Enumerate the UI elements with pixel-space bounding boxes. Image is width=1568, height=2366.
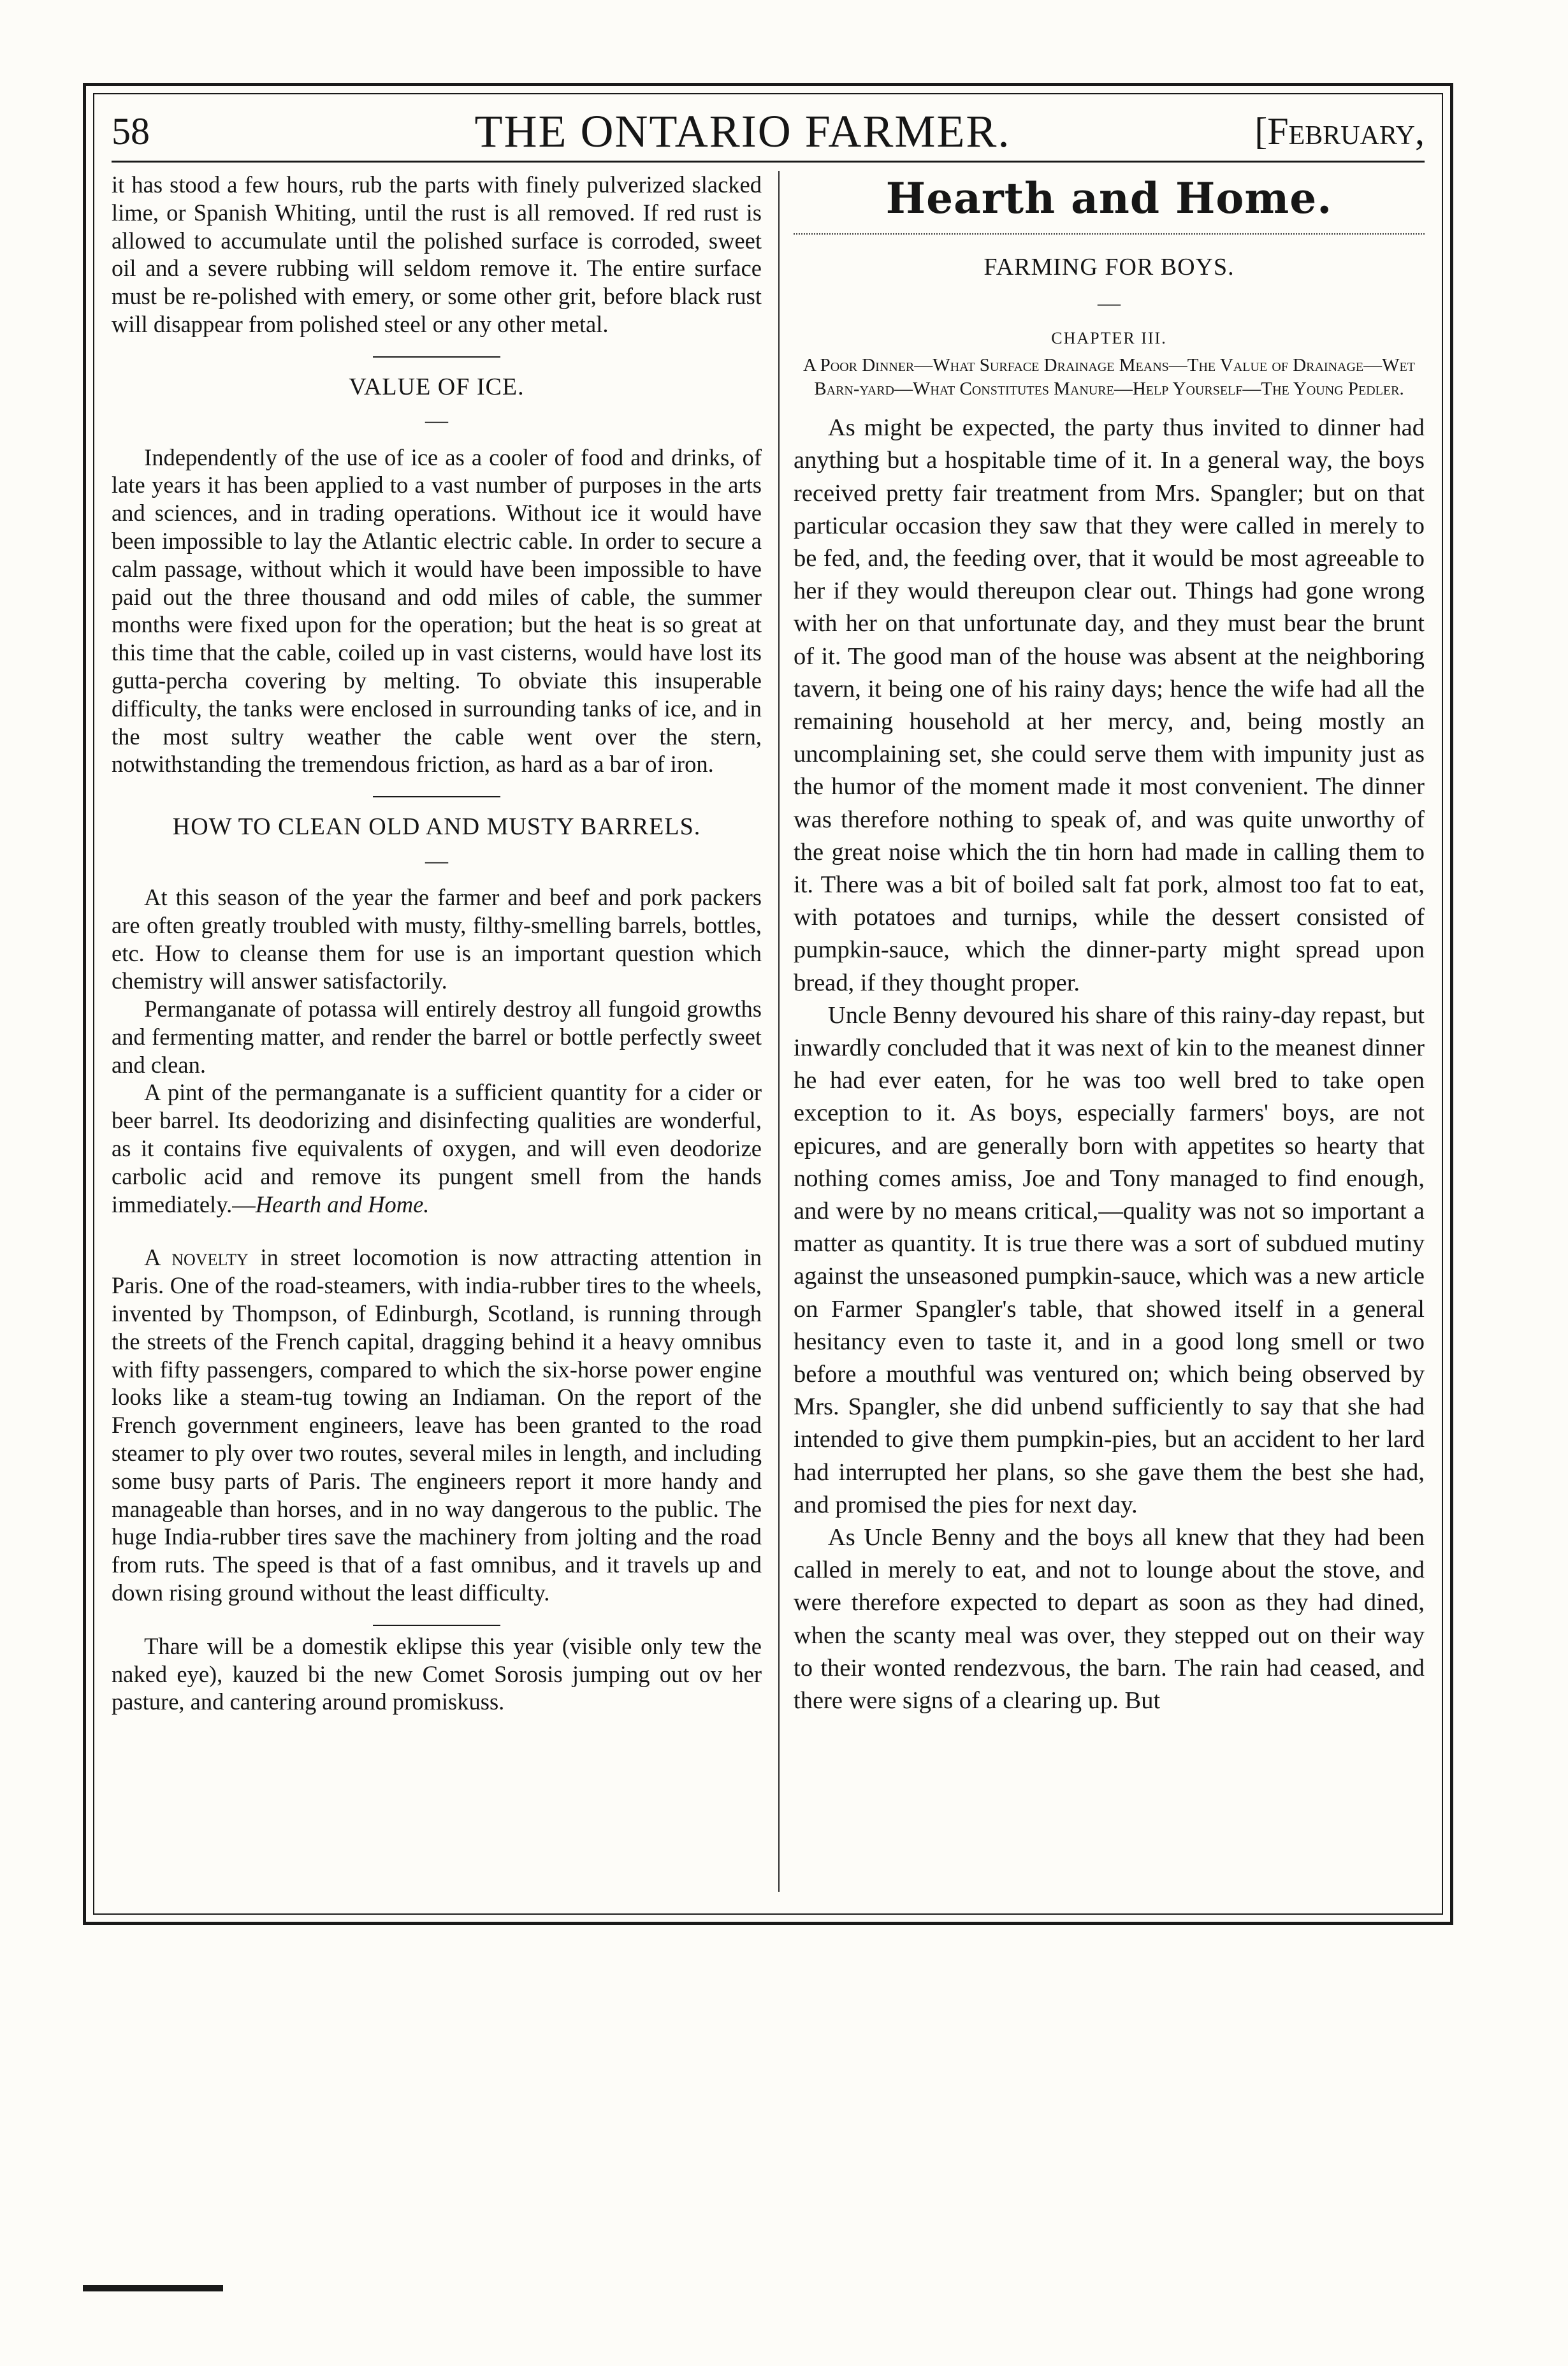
issue-month: [February, (1254, 110, 1425, 152)
eclipse-article-paragraph: Thare will be a domestik eklipse this year (visible only tew the naked eye), kauzed bi the new Comet Sorosis jumping out ov her pasture, and cantering around promiskuss. (112, 1632, 762, 1715)
intro-paragraph: it has stood a few hours, rub the parts with finely pulverized slacked lime, or Spanish Whiting, until the rust is all removed. If red rust is allowed to accumulate until the polished surface is corroded, sweet oil and a severe rubbing will seldom remove it. The entire surface must be re-polished with emery, or some other grit, before black rust will disappear from polished steel or any other metal. (112, 171, 762, 337)
ice-article-title: VALUE OF ICE. (349, 373, 525, 400)
barrels-article-title: HOW TO CLEAN OLD AND MUSTY BARRELS. (172, 813, 701, 841)
barrels-article-credit: Hearth and Home. (255, 1191, 430, 1217)
section-rule (373, 796, 500, 797)
section-gap (112, 1218, 762, 1244)
masthead-rule (794, 233, 1425, 235)
farming-article-paragraph: As Uncle Benny and the boys all knew that they had been called in merely to eat, and not to lounge about the stove, and were therefore expected to depart as soon as they had dined, when the scanty meal was over, they stepped out on their way to their wonted rendezvous, the barn. The rain had ceased, and there were signs of a clearing up. But (794, 1524, 1425, 1715)
section-rule (373, 1625, 500, 1626)
barrels-article-last-text: A pint of the permanganate is a sufficient quantity for a cider or beer barrel. Its deodorizing and disinfecting qualities are wonderful, as it contains five equivalents of oxygen, and will even deodorize carbolic acid and remove its pungent smell from the hands immediately.— (112, 1079, 762, 1217)
chapter-heading: CHAPTER III. (1051, 329, 1167, 348)
barrels-article-dash: — (425, 847, 448, 873)
bottom-edge-rule (83, 2285, 223, 2291)
farming-article-paragraph: As might be expected, the party thus invited to dinner had anything but a hospitable time of it. In a general way, the boys received pretty fair treatment from Mrs. Spangler; but on that particular occasion they saw that they were called in merely to be fed, and, the feeding over, that it would be most agreeable to her if they would thereupon clear out. Things had gone wrong with her on that unfortunate day, and they must bear the brunt of it. The good man of the house was absent at the neighboring tavern, it being one of his rainy days; hence the wife had all the remaining household at her mercy, and, being mostly an uncomplaining set, she could serve them with impunity just as the humor of the moment made it most convenient. The dinner was therefore nothing to speak of, and was quite unworthy of the great noise which the tin horn had made in calling them to it. There was a bit of boiled salt fat pork, almost too fat to eat, with potatoes and turnips, while the dessert consisted of pumpkin-sauce, which the dinner-party might spread upon bread, if they thought proper. (794, 414, 1425, 996)
right-column (794, 171, 1425, 1717)
left-column (112, 171, 762, 1716)
section-masthead: Hearth and Home. (885, 173, 1333, 223)
novelty-article-text: in street locomotion is now attracting attention in Paris. One of the road-steamers, with india-rubber tires to the wheels, invented by Thompson, of Edinburgh, Scotland, is running through the streets of the French capital, dragging behind it a heavy omnibus with fifty passengers, compared to which the six-horse power engine looks like a steam-tug towing an Indiaman. On the report of the French government engineers, leave has been granted to the road steamer to ply over two routes, several miles in length, and including some busy parts of Paris. The engineers report it more handy and manageable than horses, and in no way dangerous to the public. The huge India-rubber tires save the machinery from jolting and the road from ruts. The speed is that of a fast omnibus, and it travels up and down rising ground without the least difficulty. (112, 1244, 762, 1606)
journal-title: THE ONTARIO FARMER. (474, 105, 1011, 157)
chapter-synopsis: A Poor Dinner—What Surface Drainage Means—The Value of Drainage—Wet Barn-yard—What Constitutes Manure—Help Yourself—The Young Pedler. (803, 354, 1415, 400)
page-header (112, 102, 1425, 163)
novelty-article-lead: A novelty (144, 1244, 249, 1271)
barrels-article-paragraph: At this season of the year the farmer and beef and pork packers are often greatly troubled with musty, filthy-smelling barrels, bottles, etc. How to cleanse them for use is an important question which chemistry will answer satisfactorily. (112, 883, 762, 994)
farming-article-title: FARMING FOR BOYS. (984, 253, 1235, 280)
column-divider (778, 171, 780, 1892)
page-number: 58 (112, 110, 150, 152)
novelty-article-paragraph (112, 1244, 762, 1606)
ice-article-dash: — (425, 407, 448, 433)
barrels-article-paragraph: Permanganate of potassa will entirely destroy all fungoid growths and fermenting matter, and render the barrel or bottle perfectly sweet and clean. (112, 996, 762, 1078)
farming-article-dash: — (1098, 290, 1121, 316)
section-rule (373, 356, 500, 358)
ice-article-paragraph: Independently of the use of ice as a cooler of food and drinks, of late years it has been applied to a vast number of purposes in the arts and sciences, and in trading operations. Without ice it would have been impossible to lay the Atlantic electric cable. In order to secure a calm passage, without which it would have been impossible to have paid out the three thousand and odd miles of cable, the summer months were fixed upon for the operation; but the heat is so great at this time that the cable, coiled up in vast cisterns, would have lost its gutta-percha covering by melting. To obviate this insuperable difficulty, the tanks were enclosed in surrounding tanks of ice, and in the most sultry weather the cable went over the stern, notwithstanding the tremendous friction, as hard as a bar of iron. (112, 444, 762, 778)
barrels-article-last-paragraph (112, 1078, 762, 1218)
farming-article-paragraph: Uncle Benny devoured his share of this rainy-day repast, but inwardly concluded that it was next of kin to the meanest dinner he had ever eaten, for he was too well bred to take open exception to it. As boys, especially farmers' boys, are not epicures, and are generally born with appetites so hearty that nothing comes amiss, Joe and Tony managed to find enough, and were by no means critical,—quality was not so important a matter as quantity. It is true there was a sort of subdued mutiny against the unseasoned pumpkin-sauce, which was a new article on Farmer Spangler's table, that showed itself in a general hesitancy even to taste it, and in a good long smell or two before a mouthful was ventured on; which being observed by Mrs. Spangler, she did unbend sufficiently to say that she had intended to give them pumpkin-pies, but an accident to her lard had interrupted her plans, so she gave them the best she had, and promised the pies for next day. (794, 1001, 1425, 1518)
